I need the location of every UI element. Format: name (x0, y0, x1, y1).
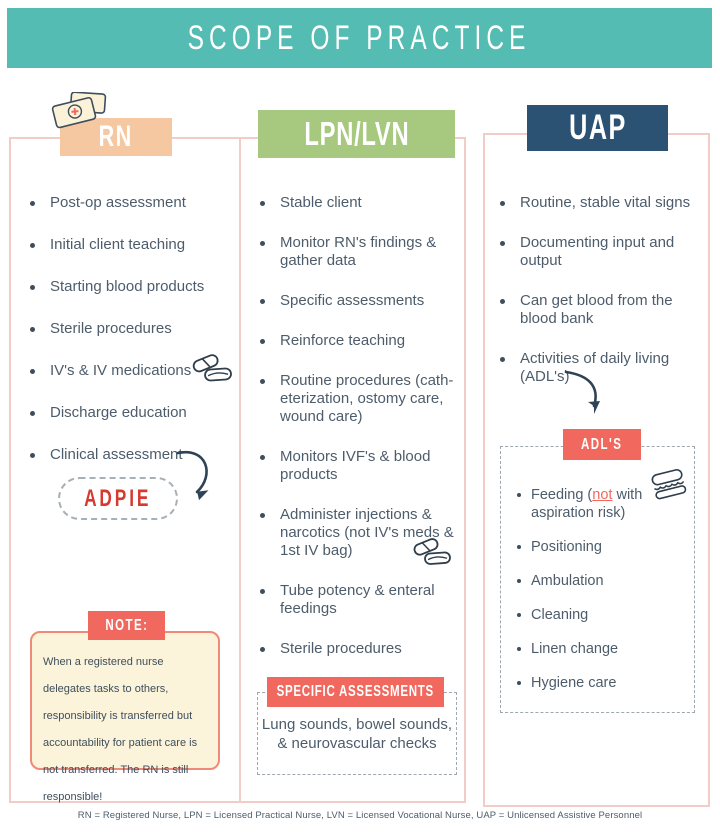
list-item: Activities of daily living (ADL's) (496, 350, 704, 386)
list-item: Linen change (516, 640, 686, 658)
list-item: IV's & IV medications (26, 362, 222, 380)
lpn-header-label: LPN/LVN (304, 115, 409, 152)
rn-item-list (26, 194, 222, 488)
feeding-not-highlight: not (592, 487, 613, 503)
specific-assessments-banner (267, 677, 444, 707)
specific-assessments-text: Lung sounds, bowel sounds, & neurovascular checks (261, 716, 453, 752)
curved-arrow-icon (175, 445, 223, 503)
title-banner (7, 8, 712, 68)
uap-header (527, 105, 668, 151)
list-item: Hygiene care (516, 674, 686, 692)
list-item: Administer injections & narcotics (not IV's meds & 1st IV bag) (256, 506, 456, 560)
feeding-text-pre: Feeding ( (531, 487, 593, 503)
list-item: Discharge education (26, 404, 222, 422)
adpie-callout (58, 477, 178, 520)
note-tab (88, 611, 165, 640)
list-item: Post-op assessment (26, 194, 222, 212)
list-item: Positioning (516, 538, 686, 556)
lpn-item-list (256, 194, 456, 680)
note-text: When a registered nurse delegates tasks to others, responsibility is transferred but accountability for patient care is not transferred. The RN is still responsible! (43, 656, 198, 803)
list-item: Specific assessments (256, 292, 456, 310)
curved-arrow-icon (563, 366, 609, 418)
footer-legend: RN = Registered Nurse, LPN = Licensed Practical Nurse, LVN = Licensed Vocational Nurse, UAP = Unlicensed Assistive Personnel (77, 810, 643, 821)
note-box (30, 631, 220, 803)
list-item: Documenting input and output (496, 234, 704, 270)
rn-header-label: RN (98, 120, 134, 153)
list-item-feeding (516, 486, 666, 522)
note-tab-label: NOTE: (104, 616, 149, 634)
nurse-cap-icon (50, 92, 112, 134)
pills-icon (192, 351, 234, 385)
specific-assessments-label: SPECIFIC ASSESSMENTS (276, 683, 435, 700)
sandwich-icon (649, 466, 689, 504)
list-item: Monitors IVF's & blood products (256, 448, 456, 484)
uap-header-label: UAP (568, 108, 627, 147)
list-item: Stable client (256, 194, 456, 212)
list-item: Reinforce teaching (256, 332, 456, 350)
list-item: Routine procedures (cath-eterization, ostomy care, wound care) (256, 372, 456, 426)
list-item: Starting blood products (26, 278, 222, 296)
feeding-text-post: with aspiration risk) (531, 487, 643, 521)
list-item: Sterile procedures (26, 320, 222, 338)
list-item: Cleaning (516, 606, 686, 624)
list-item: Routine, stable vital signs (496, 194, 704, 212)
adls-label: ADL'S (581, 435, 623, 453)
list-item: Tube potency & enteral feedings (256, 582, 456, 618)
column-divider (239, 137, 241, 803)
list-item: Monitor RN's findings & gather data (256, 234, 456, 270)
list-item: Clinical assessment (26, 446, 222, 464)
list-item: Ambulation (516, 572, 686, 590)
adls-item-list (516, 486, 686, 708)
list-item: Initial client teaching (26, 236, 222, 254)
list-item: Can get blood from the blood bank (496, 292, 704, 328)
page-title: SCOPE OF PRACTICE (188, 18, 531, 57)
list-item: Sterile procedures (256, 640, 456, 658)
adpie-label: ADPIE (84, 484, 152, 512)
adls-banner (563, 429, 641, 460)
lpn-lvn-header (258, 110, 455, 158)
pills-icon (413, 537, 453, 569)
